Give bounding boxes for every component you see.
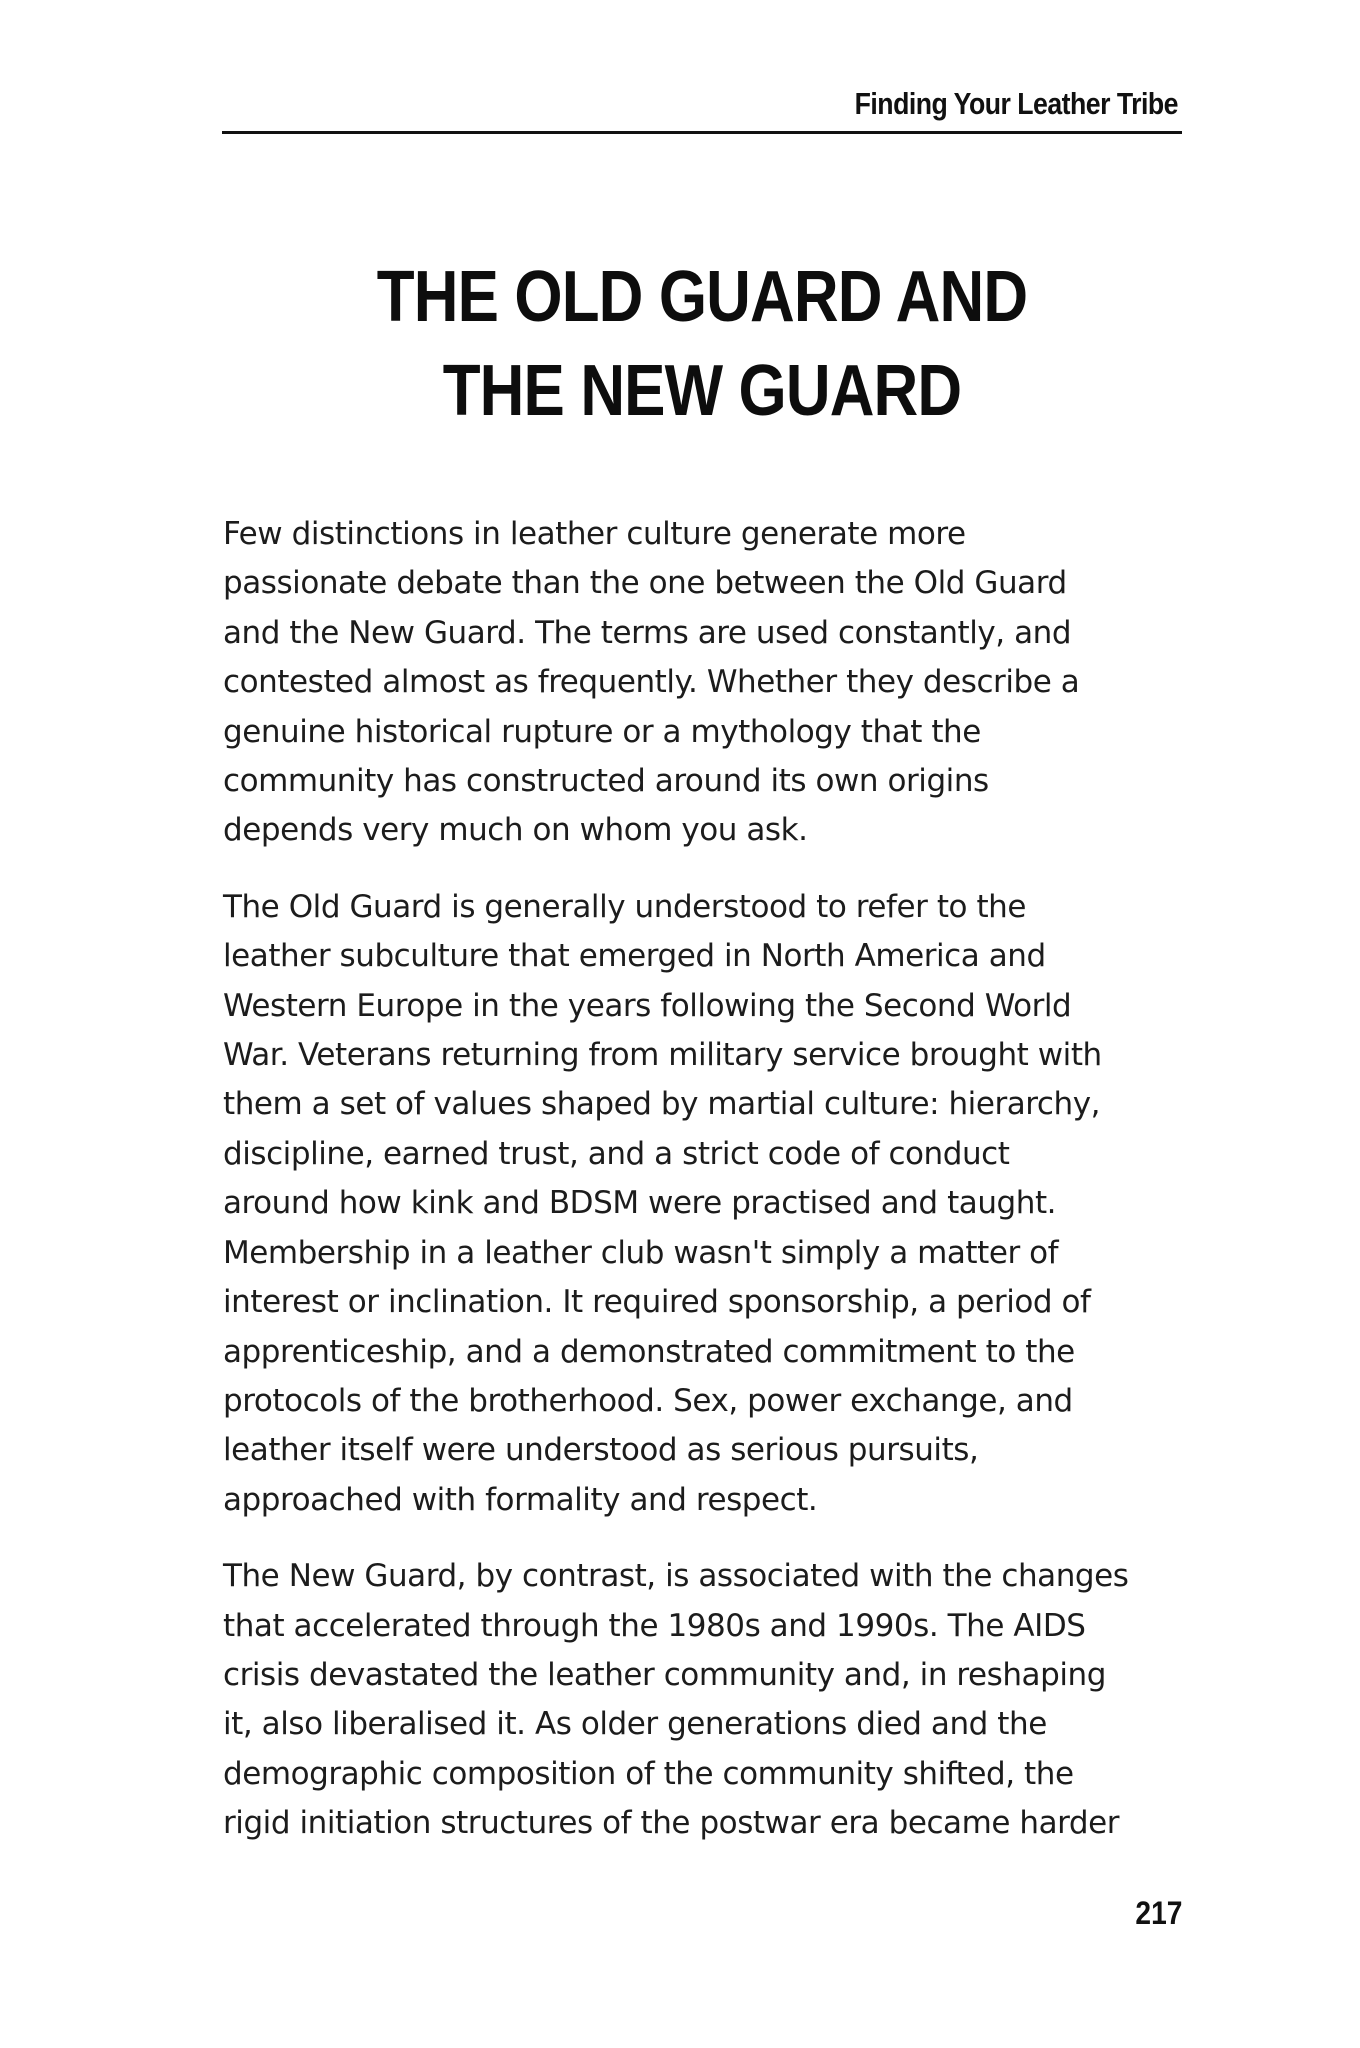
chapter-title <box>222 250 1182 438</box>
text-line: and the New Guard. The terms are used constantly, and <box>223 614 1072 651</box>
text-line: War. Veterans returning from military service brought with <box>223 1037 1102 1074</box>
text-line: community has constructed around its own origins <box>223 763 989 800</box>
text-line: rigid initiation structures of the postwar era became harder <box>223 1805 1120 1842</box>
text-line: genuine historical rupture or a mythology that the <box>223 713 981 750</box>
text-line: Few distinctions in leather culture generate more <box>223 516 966 552</box>
text-line: The Old Guard is generally understood to refer to the <box>223 888 1026 925</box>
text-line: crisis devastated the leather community and, in reshaping <box>223 1656 1106 1693</box>
running-header-title: Finding Your Leather Tribe <box>854 86 1178 121</box>
text-line: protocols of the brotherhood. Sex, power exchange, and <box>223 1382 1073 1419</box>
text-line: around how kink and BDSM were practised and taught. <box>223 1185 1057 1222</box>
text-line: Western Europe in the years following the Second World <box>223 987 1072 1024</box>
text-line: it, also liberalised it. As older generations died and the <box>223 1706 1047 1743</box>
text-line: contested almost as frequently. Whether they describe a <box>223 664 1080 701</box>
text-line: discipline, earned trust, and a strict code of conduct <box>223 1135 1010 1172</box>
text-line: The New Guard, by contrast, is associated with the changes <box>223 1558 1129 1595</box>
running-header <box>222 82 1182 134</box>
text-line: leather subculture that emerged in North America and <box>223 938 1046 975</box>
paragraph <box>223 1552 1185 1848</box>
text-line: interest or inclination. It required sponsorship, a period of <box>223 1284 1091 1321</box>
text-line: leather itself were understood as serious pursuits, <box>223 1432 979 1469</box>
text-line: them a set of values shaped by martial culture: hierarchy, <box>223 1086 1101 1123</box>
page-number: 217 <box>1135 1895 1182 1931</box>
paragraph <box>223 883 1185 1525</box>
text-line: passionate debate than the one between the Old Guard <box>223 565 1067 602</box>
chapter-title-line: THE OLD GUARD AND <box>376 257 1028 337</box>
body-text <box>223 510 1185 1876</box>
text-line: Membership in a leather club wasn't simply a matter of <box>223 1234 1059 1271</box>
paragraph <box>223 510 1185 856</box>
text-line: that accelerated through the 1980s and 1990s. The AIDS <box>223 1607 1086 1644</box>
text-line: approached with formality and respect. <box>223 1481 818 1518</box>
text-line: apprenticeship, and a demonstrated commitment to the <box>223 1333 1075 1370</box>
text-line: depends very much on whom you ask. <box>223 812 808 849</box>
text-line: demographic composition of the community shifted, the <box>223 1755 1074 1792</box>
chapter-title-line: THE NEW GUARD <box>442 351 962 431</box>
